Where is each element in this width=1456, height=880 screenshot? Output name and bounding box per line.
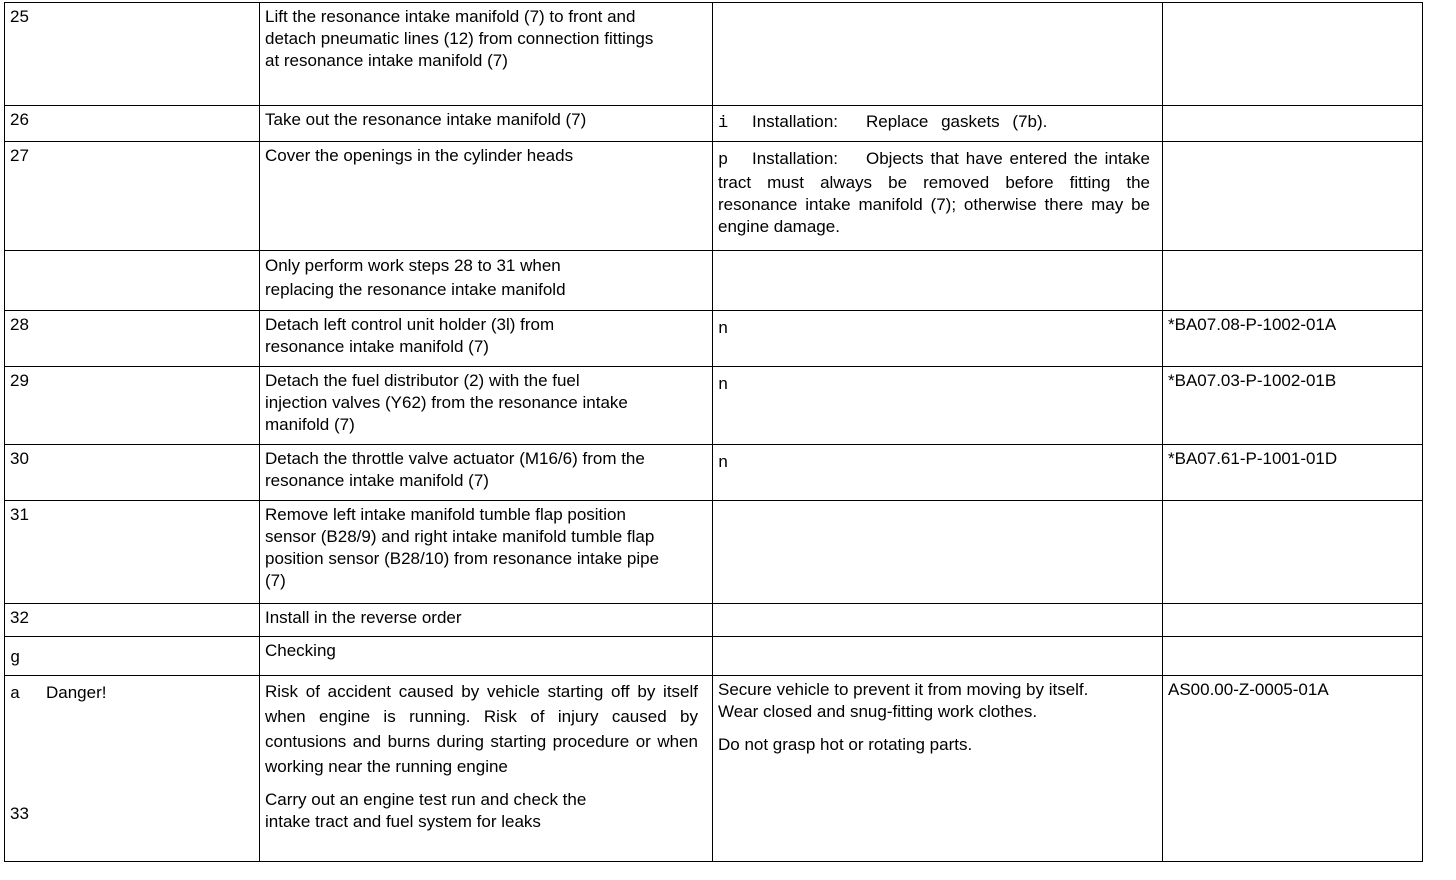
step-note bbox=[713, 445, 1163, 501]
step-number bbox=[5, 251, 260, 311]
step-action: Checking bbox=[260, 637, 713, 676]
checking-symbol: g bbox=[10, 649, 21, 668]
step-number: 31 bbox=[5, 501, 260, 604]
danger-icon: a bbox=[10, 685, 21, 704]
danger-label: Danger! bbox=[46, 683, 107, 702]
step-reference bbox=[1163, 637, 1423, 676]
step-note bbox=[713, 311, 1163, 367]
step-number: 32 bbox=[5, 604, 260, 637]
step-reference bbox=[1163, 251, 1423, 311]
table-row bbox=[5, 251, 1423, 311]
measures-cell bbox=[713, 676, 1163, 862]
step-number: 30 bbox=[5, 445, 260, 501]
table-row bbox=[5, 637, 1423, 676]
step-action: Detach left control unit holder (3l) from resonance intake manifold (7) bbox=[260, 311, 713, 367]
measure-clothes: Wear closed and snug-fitting work clothes. bbox=[718, 702, 1038, 721]
table-row bbox=[5, 142, 1423, 251]
step-note bbox=[713, 251, 1163, 311]
table-row bbox=[5, 501, 1423, 604]
info-icon: i bbox=[718, 114, 729, 133]
step-action: Cover the openings in the cylinder heads bbox=[260, 142, 713, 251]
step-note bbox=[713, 3, 1163, 106]
table-row bbox=[5, 604, 1423, 637]
step-number: 27 bbox=[5, 142, 260, 251]
special-tool-icon: n bbox=[718, 320, 729, 339]
step-action: Take out the resonance intake manifold (7) bbox=[260, 106, 713, 142]
step-reference bbox=[1163, 501, 1423, 604]
step-action: Install in the reverse order bbox=[260, 604, 713, 637]
step-action: Detach the throttle valve actuator (M16/6) from the resonance intake manifold (7) bbox=[260, 445, 713, 501]
step-reference[interactable]: AS00.00-Z-0005-01A bbox=[1163, 676, 1423, 862]
step-note bbox=[713, 637, 1163, 676]
installation-label: Installation: bbox=[752, 112, 838, 131]
step-reference bbox=[1163, 604, 1423, 637]
step-reference bbox=[1163, 106, 1423, 142]
step-action: Carry out an engine test run and check the intake tract and fuel system for leaks bbox=[265, 790, 587, 831]
step-note bbox=[713, 604, 1163, 637]
step-action: Lift the resonance intake manifold (7) to front and detach pneumatic lines (12) from connection fittings at resonance intake manifold (7) bbox=[260, 3, 713, 106]
step-number: 25 bbox=[5, 3, 260, 106]
risk-text: Risk of accident caused by vehicle starting off by itself when engine is running. Risk of injury caused by contusions and burns during starting procedure or when working near the running engine bbox=[265, 682, 698, 776]
step-number: 33 bbox=[10, 804, 29, 823]
measure-secure: Secure vehicle to prevent it from moving by itself. bbox=[718, 680, 1089, 699]
step-note bbox=[713, 367, 1163, 445]
step-note bbox=[713, 501, 1163, 604]
step-note bbox=[713, 106, 1163, 142]
step-action: Only perform work steps 28 to 31 when replacing the resonance intake manifold bbox=[260, 251, 713, 311]
checking-icon bbox=[5, 637, 260, 676]
step-note bbox=[713, 142, 1163, 251]
step-reference bbox=[1163, 142, 1423, 251]
danger-row bbox=[5, 676, 1423, 862]
danger-action-cell bbox=[260, 676, 713, 862]
installation-label: Installation: bbox=[752, 149, 838, 168]
step-number: 26 bbox=[5, 106, 260, 142]
caution-icon: p bbox=[718, 151, 729, 170]
special-tool-icon: n bbox=[718, 376, 729, 395]
table-row bbox=[5, 3, 1423, 106]
step-reference[interactable]: *BA07.61-P-1001-01D bbox=[1163, 445, 1423, 501]
table-row bbox=[5, 445, 1423, 501]
step-action: Detach the fuel distributor (2) with the fuel injection valves (Y62) from the resonance intake manifold (7) bbox=[260, 367, 713, 445]
note-text: Replace gaskets (7b). bbox=[866, 112, 1048, 131]
step-reference[interactable]: *BA07.08-P-1002-01A bbox=[1163, 311, 1423, 367]
step-reference bbox=[1163, 3, 1423, 106]
table-row bbox=[5, 367, 1423, 445]
special-tool-icon: n bbox=[718, 454, 729, 473]
table-row bbox=[5, 106, 1423, 142]
table-row bbox=[5, 311, 1423, 367]
note-text: Objects that have entered the intake tract must always be removed before fitting the resonance intake manifold (7); otherwise there may be engine damage. bbox=[718, 149, 1150, 236]
procedure-table bbox=[4, 2, 1423, 862]
measure-hot-parts: Do not grasp hot or rotating parts. bbox=[718, 735, 973, 754]
step-reference[interactable]: *BA07.03-P-1002-01B bbox=[1163, 367, 1423, 445]
step-number: 29 bbox=[5, 367, 260, 445]
step-number: 28 bbox=[5, 311, 260, 367]
step-action: Remove left intake manifold tumble flap position sensor (B28/9) and right intake manifold tumble flap position sensor (B28/10) from resonance intake pipe (7) bbox=[260, 501, 713, 604]
danger-cell bbox=[5, 676, 260, 862]
